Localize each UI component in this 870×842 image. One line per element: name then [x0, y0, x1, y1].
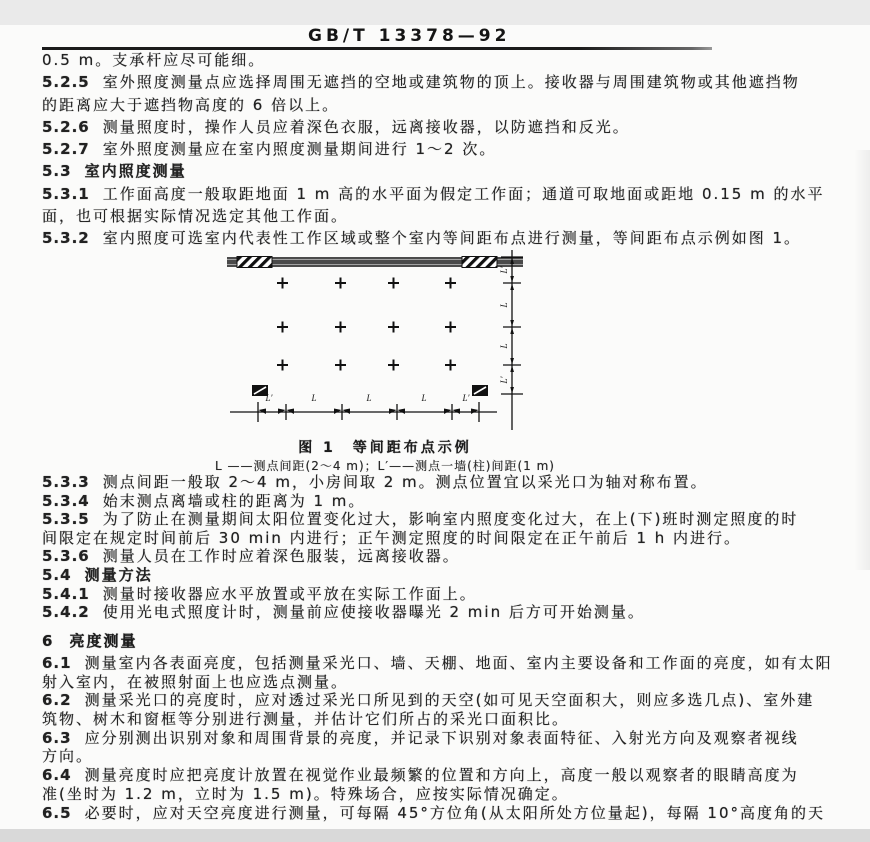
text-line — [42, 729, 850, 748]
clause-number: 5.2.6 — [42, 117, 90, 136]
clause-number: 5.3.6 — [42, 547, 90, 566]
clause-text: 测量时接收器应水平放置或平放在实际工作面上。 — [102, 584, 477, 603]
svg-text:L: L — [421, 393, 427, 403]
text-line — [42, 510, 850, 529]
clause-text: 室外照度测量点应选择周围无遮挡的空地或建筑物的顶上。接收器与周围建筑物或其他遮挡物 — [102, 73, 800, 92]
text-line — [42, 804, 850, 823]
clause-number: 5.3.4 — [42, 491, 90, 510]
figure-1 — [225, 250, 525, 435]
figure-caption: 图 1 等间距布点示例 — [298, 440, 472, 456]
clause-text: 筑物、树木和窗框等分别进行测量，并估计它们所占的采光口面积比。 — [42, 710, 570, 729]
clause-number: 6.3 — [42, 728, 72, 747]
clause-text: 测量亮度时应把亮度计放置在视觉作业最频繁的位置和方向上，高度一般以观察者的眼睛高度为 — [84, 766, 799, 785]
section-6-heading — [42, 630, 137, 651]
clause-number: 5.2.7 — [42, 140, 90, 159]
clause-text: 为了防止在测量期间太阳位置变化过大，影响室内照度变化过大，在上(下)班时测定照度的时 — [102, 510, 799, 529]
section-6-number: 6 — [42, 632, 55, 650]
text-line — [42, 603, 850, 622]
text-line — [42, 654, 850, 673]
clause-number: 5.3.1 — [42, 184, 90, 203]
svg-text:L: L — [311, 393, 317, 403]
clause-text: 测量室内各表面亮度，包括测量采光口、墙、天棚、地面、室内主要设备和工作面的亮度，如有太阳 — [84, 654, 833, 672]
svg-text:L′: L′ — [462, 393, 470, 403]
clause-number: 5.4 — [42, 565, 72, 584]
bottom-dimension-labels — [265, 393, 471, 403]
svg-text:L′: L′ — [265, 393, 273, 403]
standard-number: GB/T 13378—92 — [308, 26, 511, 46]
body-text-upper — [42, 49, 850, 250]
scan-edge-top — [0, 0, 870, 25]
svg-text:L: L — [366, 393, 372, 403]
text-line — [42, 547, 850, 566]
clause-text: 0.5 m。支承杆应尽可能细。 — [42, 51, 266, 69]
clause-text: 室内照度测量 — [84, 162, 187, 181]
text-line — [42, 785, 850, 804]
clause-number: 5.4.2 — [42, 603, 90, 622]
clause-text: 面，也可根据实际情况选定其他工作面。 — [42, 207, 349, 226]
wall-hatch-left — [237, 257, 272, 268]
grid-layout-diagram — [225, 250, 525, 435]
svg-text:L: L — [499, 302, 509, 308]
text-line — [42, 227, 850, 249]
clause-text: 的距离应大于遮挡物高度的 6 倍以上。 — [42, 95, 340, 114]
svg-text:L′: L′ — [499, 376, 509, 384]
clause-number: 5.4.1 — [42, 584, 90, 603]
clause-text: 测量采光口的亮度时，应对透过采光口所见到的天空(如可见天空面积大，则应多选几点)、室外建 — [84, 691, 815, 710]
clause-text: 室内照度可选室内代表性工作区域或整个室内等间距布点进行测量，等间距布点示例如图 1。 — [102, 229, 802, 248]
text-line — [42, 116, 850, 138]
bottom-dimension-arrows — [259, 409, 479, 415]
clause-text: 准(坐时为 1.2 m，立时为 1.5 m)。特殊场合，应按实际情况确定。 — [42, 784, 569, 803]
figure-legend: L ——测点间距(2～4 m)；L′——测点一墙(柱)间距(1 m) — [215, 459, 555, 473]
clause-text: 测量人员在工作时应着深色服装，远离接收器。 — [102, 547, 460, 566]
text-line — [42, 766, 850, 785]
clause-number: 5.3 — [42, 162, 72, 181]
clause-text: 间限定在规定时间前后 30 min 内进行；正午测定照度的时间限定在正午前后 1 h 内进行。 — [42, 528, 742, 547]
clause-text: 工作面高度一般取距地面 1 m 高的水平面为假定工作面；通道可取地面或距地 0.15 m 的水平 — [102, 184, 825, 203]
clause-number: 5.3.5 — [42, 510, 90, 529]
clause-number: 6.4 — [42, 766, 72, 785]
clause-number: 5.3.2 — [42, 229, 90, 248]
measurement-points — [277, 278, 456, 371]
text-line — [42, 94, 850, 116]
text-line — [42, 585, 850, 604]
text-line — [42, 691, 850, 710]
clause-number: 6.5 — [42, 803, 72, 822]
section-6-title: 亮度测量 — [69, 632, 138, 650]
text-line — [42, 492, 850, 511]
text-line — [42, 473, 850, 492]
window-wall — [227, 257, 523, 268]
column-right — [472, 385, 488, 396]
clause-text: 测点间距一般取 2～4 m，小房间取 2 m。测点位置宜以采光口为轴对称布置。 — [102, 473, 708, 491]
clause-number: 6.2 — [42, 691, 72, 710]
clause-text: 测量方法 — [84, 565, 153, 584]
page-header — [0, 26, 870, 46]
clause-number: 5.2.5 — [42, 73, 90, 92]
scan-smudge — [854, 150, 870, 570]
body-text-section5-lower — [42, 473, 850, 622]
svg-text:L: L — [499, 343, 509, 349]
clause-text: 室外照度测量应在室内照度测量期间进行 1～2 次。 — [102, 140, 497, 159]
text-line — [42, 205, 850, 227]
clause-number: 5.3.3 — [42, 473, 90, 491]
text-line — [42, 71, 850, 93]
clause-text: 应分别测出识别对象和周围背景的亮度，并记录下识别对象表面特征、入射光方向及观察者视线 — [84, 728, 799, 747]
text-line — [42, 138, 850, 160]
scan-edge-bottom — [0, 829, 870, 842]
wall-hatch-right — [462, 257, 497, 268]
clause-text: 方向。 — [42, 747, 94, 766]
clause-text: 测量照度时，操作人员应着深色衣服，远离接收器，以防遮挡和反光。 — [102, 117, 630, 136]
svg-text:L′: L′ — [499, 266, 509, 274]
text-line — [42, 710, 850, 729]
clause-text: 使用光电式照度计时，测量前应使接收器曝光 2 min 后方可开始测量。 — [102, 603, 645, 622]
text-line — [42, 673, 850, 692]
text-line — [42, 747, 850, 766]
text-line — [42, 529, 850, 548]
clause-text: 射入室内，在被照射面上也应选点测量。 — [42, 672, 349, 691]
text-line — [42, 183, 850, 205]
text-line — [42, 160, 850, 182]
clause-number: 6.1 — [42, 654, 72, 672]
text-line — [42, 566, 850, 585]
clause-text: 必要时，应对天空亮度进行测量，可每隔 45°方位角(从太阳所处方位量起)，每隔 10°高度角的天 — [84, 803, 825, 822]
clause-text: 始末测点离墙或柱的距离为 1 m。 — [102, 491, 366, 510]
body-text-section6 — [42, 654, 850, 822]
text-line — [42, 49, 850, 71]
